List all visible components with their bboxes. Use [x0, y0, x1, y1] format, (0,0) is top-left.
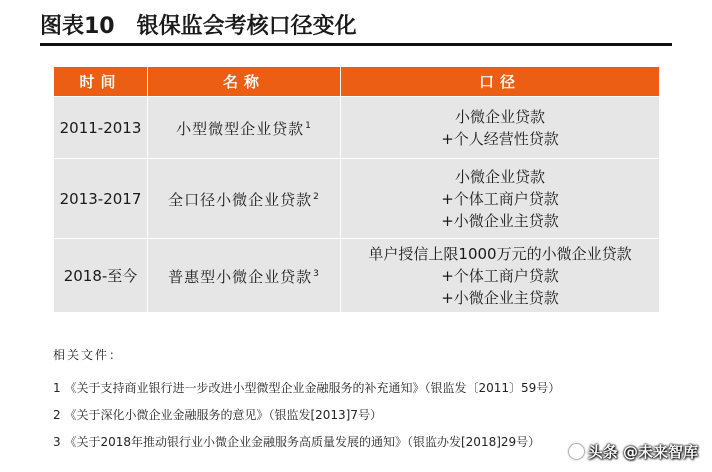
note-item: 2 《关于深化小微企业金融服务的意见》（银监发[2013]7号） — [53, 408, 382, 422]
footnote-marker: 1 — [305, 121, 312, 131]
footnote-marker: 3 — [313, 269, 320, 279]
cell-name-text: 全口径小微企业贷款 — [168, 191, 313, 209]
scope-line: +个体工商户贷款 — [441, 266, 559, 285]
scope-line: 小微企业贷款 — [454, 107, 545, 126]
scope-line: 小微企业贷款 — [454, 167, 545, 186]
scope-line: +小微企业主贷款 — [441, 288, 559, 307]
header-period: 时间 — [54, 67, 148, 97]
notes-heading: 相关文件： — [53, 348, 124, 362]
header-name: 名称 — [148, 67, 341, 97]
scope-line: +个人经营性贷款 — [441, 129, 559, 148]
cell-scope — [341, 97, 660, 159]
watermark — [569, 441, 698, 462]
cell-period: 2018-至今 — [54, 239, 148, 313]
cell-period: 2011-2013 — [54, 97, 148, 159]
cell-name — [148, 159, 341, 239]
figure-title: 银保监会考核口径变化 — [136, 14, 357, 39]
table-row — [54, 239, 660, 313]
scope-table — [53, 66, 660, 313]
footnote-marker: 2 — [313, 192, 320, 202]
table-row — [54, 159, 660, 239]
scope-line: 单户授信上限1000万元的小微企业贷款 — [368, 244, 632, 263]
table-header-row — [54, 67, 660, 97]
cell-name-text: 普惠型小微企业贷款 — [168, 268, 313, 286]
header-scope: 口径 — [341, 67, 660, 97]
cell-name — [148, 97, 341, 159]
figure-number: 图表10 — [40, 14, 115, 39]
scope-line: +个体工商户贷款 — [441, 189, 559, 208]
cell-scope — [341, 239, 660, 313]
note-item: 3 《关于2018年推动银行业小微企业金融服务高质量发展的通知》（银监办发[2018]29号） — [53, 435, 541, 449]
table-row — [54, 97, 660, 159]
note-item: 1 《关于支持商业银行进一步改进小型微型企业金融服务的补充通知》（银监发〔2011〕59号） — [53, 381, 561, 395]
cell-name — [148, 239, 341, 313]
watermark-text: 头条 @未来智库 — [587, 443, 698, 461]
cell-name-text: 小型微型企业贷款 — [176, 120, 305, 138]
scope-line: +小微企业主贷款 — [441, 211, 559, 230]
cell-period: 2013-2017 — [54, 159, 148, 239]
cell-scope — [341, 159, 660, 239]
watermark-logo-icon — [569, 444, 584, 459]
figure-title-bar — [40, 6, 672, 46]
